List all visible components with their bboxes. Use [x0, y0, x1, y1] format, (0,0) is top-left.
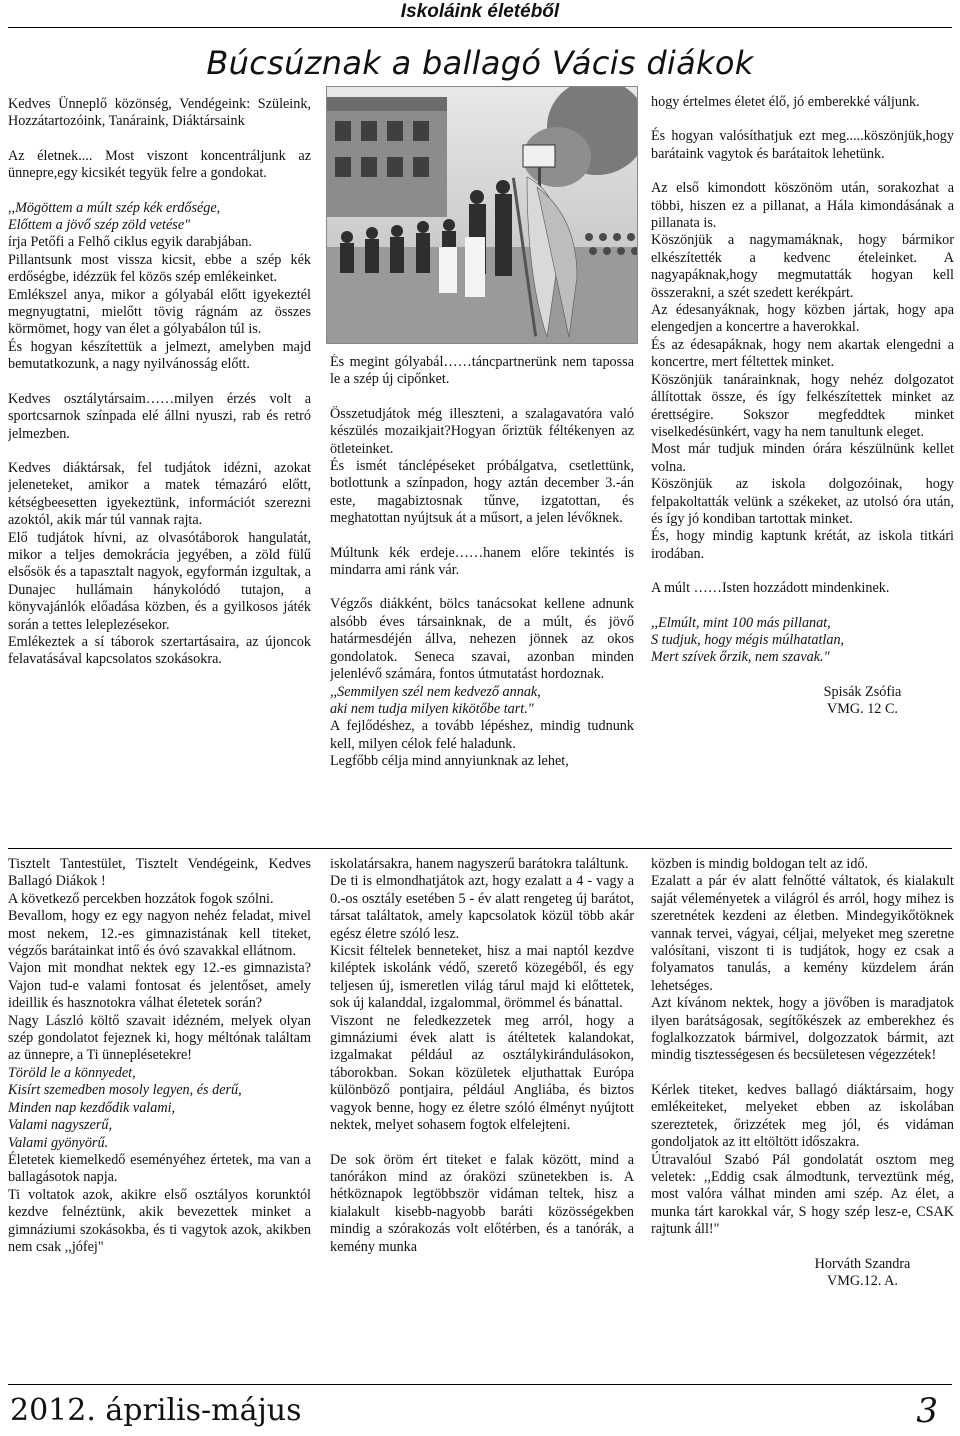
paragraph: Ezalatt a pár év alatt felnőtté váltatok, és kialakult saját véleményetek a világról és arról, hogy mihez is szeretnétek kezdeni az életben. Mindegyikőtöknek vannak tervei, vágyai, céljai, melyeket meg szeretne valósítani, viszont ti is tudjátok, hogy ez csak a folyamatos tanulás, a kemény küzdelem árán lehetséges. — [651, 873, 954, 994]
paragraph: Bevallom, hogy ez egy nagyon nehéz feladat, mivel most nekem, 12.-es gimnazistának kell titeket, végzős barátainkat intő és óvó szavakkal ellátnom. — [8, 908, 311, 960]
footer-rule — [8, 1384, 952, 1385]
paragraph: írja Petőfi a Felhő ciklus egyik darabjában. — [8, 234, 252, 251]
paragraph: Múltunk kék erdeje……hanem előre tekintés is mindarra ami ránk vár. — [330, 544, 634, 579]
paragraph: Az életnek.... Most viszont koncentráljunk az ünnepre,egy kicsikét tegyük felre a gondokat. — [8, 147, 311, 182]
paragraph: Útravalóul Szabó Pál gondolatát osztom meg veletek: ,,Eddig csak álmodtunk, terveztünk még, most valóra válhat minden ami szép. Az élet, a munka tárt karokkal vár, S hogy szép lesz-e, CSAK rajtunk áll!" — [651, 1151, 954, 1238]
paragraph: És az édesapáknak, hogy nem akartak elengedni a koncertre, mert féltettek minket. — [651, 336, 954, 371]
author-class: VMG. 12 C. — [827, 701, 898, 718]
paragraph: Ti voltatok azok, akikre első osztályos korunktól kezdve felnéztünk, akik bevezettek minket a gimnáziumi szokásokba, és ti vagytok azok, akikben nem csak ,,jófej" — [8, 1186, 311, 1255]
paragraph: A fejlődéshez, a tovább lépéshez, mindig tudnunk kell, milyen célok felé haladunk. — [330, 718, 634, 752]
greeting-paragraph: Kedves Ünneplő közönség, Vendégeink: Szüleink, Hozzátartozóink, Tanáraink, Diáktársaink — [8, 96, 311, 130]
bottom-column-1 — [8, 856, 311, 1256]
paragraph: Azt kívánom nektek, hogy a jövőben is maradjatok ilyen barátságosak, segítőkészek az emberekhez és foglalkozzatok bármivel, dolgozzatok bármit, azt mindig tisztességesen és becsületesen végezzétek! — [651, 995, 954, 1064]
top-column-3 — [651, 94, 954, 719]
paragraph: Az édesanyáknak, hogy közben jártak, hogy apa elengedjen a koncertre a haverokkal. — [651, 302, 954, 336]
quote-line: Mert szívek őrzik, nem szavak." — [651, 649, 830, 666]
paragraph: Tisztelt Tantestület, Tisztelt Vendégeink, Kedves Ballagó Diákok ! — [8, 856, 311, 890]
paragraph: És, hogy mindig kaptunk krétát, az iskola titkári irodában. — [651, 528, 954, 562]
issue-date: 2012. április-május — [10, 1393, 302, 1428]
paragraph: Emlékeztek a sí táborok szertartásaira, az újoncok felavatásával kapcsolatos szokásokra. — [8, 633, 311, 668]
poem-line: Valami nagyszerű, — [8, 1117, 113, 1134]
ballagas-photo — [326, 86, 638, 344]
paragraph: De sok öröm ért titeket e falak között, mind a tanórákon mind az óraközi szünetekben is. A hétköznapok legtöbbször vidáman teltek, hisz a kialakult kisebb-nagyobb baráti közösségekben mindig a szórakozás volt előtérben, és a tanórák, a kemény munka — [330, 1151, 634, 1255]
paragraph: Viszont ne feledkezzetek meg arról, hogy a gimnáziumi évek alatt is átéltetek kalandokat, izgalmakat például az osztálykirándulásokon, táborokban. Sokan közületek eljuthattak Európa különböző pontjaira, például Angliába, és biztos vagyok benne, hogy ez életre szóló élményt nyújtott nektek, melyet sohasem fogtok elfelejteni. — [330, 1012, 634, 1134]
page-number: 3 — [916, 1391, 938, 1431]
paragraph: De ti is elmondhatjátok azt, hogy ezalatt a 4 - vagy a 0.-os osztály esetében 5 - év alatt rengeteg új barátot, társat találtatok, amely kapcsolatok közül több akár egész életre szóló lesz. — [330, 873, 634, 942]
poem-line: ,,Mögöttem a múlt szép kék erdősége, — [8, 199, 221, 216]
paragraph: Nagy László költő szavait idézném, melyek olyan szép gondolatot fejeznek ki, hogy méltónak találtam az ünnepre, a Ti ünneplésetekre! — [8, 1012, 311, 1064]
paragraph: És megint gólyabál……táncpartnerünk nem tapossa le a szép új cipőnket. — [330, 354, 634, 388]
paragraph: Pillantsunk most vissza kicsit, ebbe a szép kék erdőségbe, idézzük fel közös szép emlékeinket. — [8, 251, 311, 286]
paragraph: És hogyan készítettük a jelmezt, amelyben majd bemutatkozunk, a nagy nyilvánosság előtt. — [8, 338, 311, 373]
paragraph: Végzős diákként, bölcs tanácsokat kellene adnunk alsóbb éves társainknak, de a múlt, és jövő határmesdéjén állva, nehezen jönnek az okos gondolatok. Seneca szavai, azonban minden jelenlévő számára, fontos útmutatást hordoznak. — [330, 596, 634, 683]
paragraph: hogy értelmes életet élő, jó emberekké váljunk. — [651, 94, 920, 110]
author-class: VMG.12. A. — [827, 1272, 898, 1289]
article-headline: Búcsúznak a ballagó Vácis diákok — [206, 44, 754, 82]
paragraph: Vajon mit mondhat nektek egy 12.-es gimnazista? Vajon tud-e valami fontosat és jelentőset, amely ideillik és hasznotokra válhat életetek során? — [8, 960, 311, 1012]
paragraph: Köszönjük tanárainknak, hogy nehéz dolgozatot állítottak össze, és így felkészítettek minket az érettségire. Sokszor megfeddtek minket viselkedésünkért, vagy ha nem tanultunk eleget. — [651, 371, 954, 440]
section-divider — [8, 848, 952, 849]
poem-line: Kisírt szemedben mosoly legyen, és derű, — [8, 1082, 242, 1099]
paragraph: És hogyan valósíthatjuk ezt meg.....köszönjük,hogy barátaink vagytok és barátaitok lehetünk. — [651, 128, 954, 162]
author-name: Spisák Zsófia — [823, 683, 902, 700]
paragraph: Kérlek titeket, kedves ballagó diáktársaim, hogy emlékeiteket, melyeket ebben az iskolában szereztetek, őrizzétek meg jól, és vidáman gondoljatok az itt eltöltött időszakra. — [651, 1081, 954, 1151]
paragraph: Kedves osztálytársaim……milyen érzés volt a sportcsarnok színpada elé állni nyuszi, rab és retró jelmezben. — [8, 390, 311, 442]
paragraph: Most már tudjuk minden órára készülnünk kellet volna. — [651, 441, 954, 475]
paragraph: Kedves diáktársak, fel tudjátok idézni, azokat jeleneteket, amikor a matek témazáró előtt, kétségbeesetten igyekeztünk, információt szerezni azoktól, akik már túl vannak rajta. — [8, 459, 311, 529]
paragraph: A múlt ……Isten hozzádott mindenkinek. — [651, 580, 890, 597]
paragraph: iskolatársakra, hanem nagyszerű barátokra találtunk. — [330, 856, 629, 872]
paragraph: közben is mindig boldogan telt az idő. — [651, 856, 869, 872]
poem-line: Minden nap kezdődik valami, — [8, 1099, 176, 1116]
poem-line: Töröld le a könnyedet, — [8, 1064, 136, 1081]
poem-line: Valami gyönyörű. — [8, 1134, 109, 1151]
quote-line: S tudjuk, hogy mégis múlhatatlan, — [651, 631, 845, 648]
bottom-column-3 — [651, 856, 954, 1290]
paragraph: Életetek kiemelkedő eseményéhez értetek, ma van a ballagásotok napja. — [8, 1151, 311, 1186]
paragraph: Köszönjük a nagymamáknak, hogy bármikor elkészítették a kedvenc ételeinket. A nagyapáknak,hogy megmutatták hogyan kell összerakni, a szét szedett kerékpárt. — [651, 232, 954, 301]
paragraph: És ismét tánclépéseket próbálgatva, csetlettünk, botlottunk a színpadon, hogy aztán december 3.-án este, magabiztosnak tűnve, izgatottan, és meghatottan nyújtsuk át a műsort, a jelen lévőknek. — [330, 458, 634, 527]
paragraph: Emlékszel anya, mikor a gólyabál előtt igyekeztél megnyugtatni, mielőtt tövig rágnám az összes körmömet, hogy van élet a gólyabálon túl is. — [8, 286, 311, 338]
paragraph: Legfőbb célja mind annyiunknak az lehet, — [330, 753, 569, 770]
top-column-1 — [8, 96, 311, 669]
paragraph: Elő tudjátok hívni, az olvasótáborok hangulatát, mikor a teljes demokrácia jegyében, a zöld fülű elsősök és a tapasztalt nagyok, egyformán izgultak, a Dunajec hullámain hánykolódó tutajon, a könyvajánlók előadása közben, és a gyilkosos játék során a tettes leleplezésekor. — [8, 529, 311, 633]
quote-line: ,,Semmilyen szél nem kedvező annak, — [330, 683, 541, 700]
quote-line: aki nem tudja milyen kikötőbe tart." — [330, 700, 534, 717]
header-rule — [8, 27, 952, 28]
bottom-column-2 — [330, 856, 634, 1256]
paragraph: Köszönjük az iskola dolgozóinak, hogy felpakoltatták velünk a székeket, az utolsó óra után, és így jó kondiban tartottak minket. — [651, 476, 954, 527]
top-column-2 — [330, 354, 634, 771]
paragraph: Összetudjátok még illeszteni, a szalagavatóra való készülés mozaikjait?Hogyan őriztük féltékenyen az ötleteinket. — [330, 405, 634, 457]
section-header: Iskoláink életéből — [400, 1, 560, 22]
quote-line: ,,Elmúlt, mint 100 más pillanat, — [651, 614, 831, 631]
paragraph: Az első kimondott köszönöm után, sorakozhat a többi, hiszen ez a pillanat, a Hála kimondásának a pillanata is. — [651, 180, 954, 232]
author-name: Horváth Szandra — [814, 1255, 911, 1272]
paragraph: A következő percekben hozzátok fogok szólni. — [8, 890, 274, 907]
paragraph: Kicsit féltelek benneteket, hisz a mai naptól kezdve kiléptek iskolánk védő, szerető közegéből, és egy teljesen új, ismeretlen világ tárul majd ki előttetek, sok új kalanddal, izgalommal, örömmel és bánattal. — [330, 943, 634, 1012]
poem-line: Előttem a jövő szép zöld vetése" — [8, 217, 191, 234]
